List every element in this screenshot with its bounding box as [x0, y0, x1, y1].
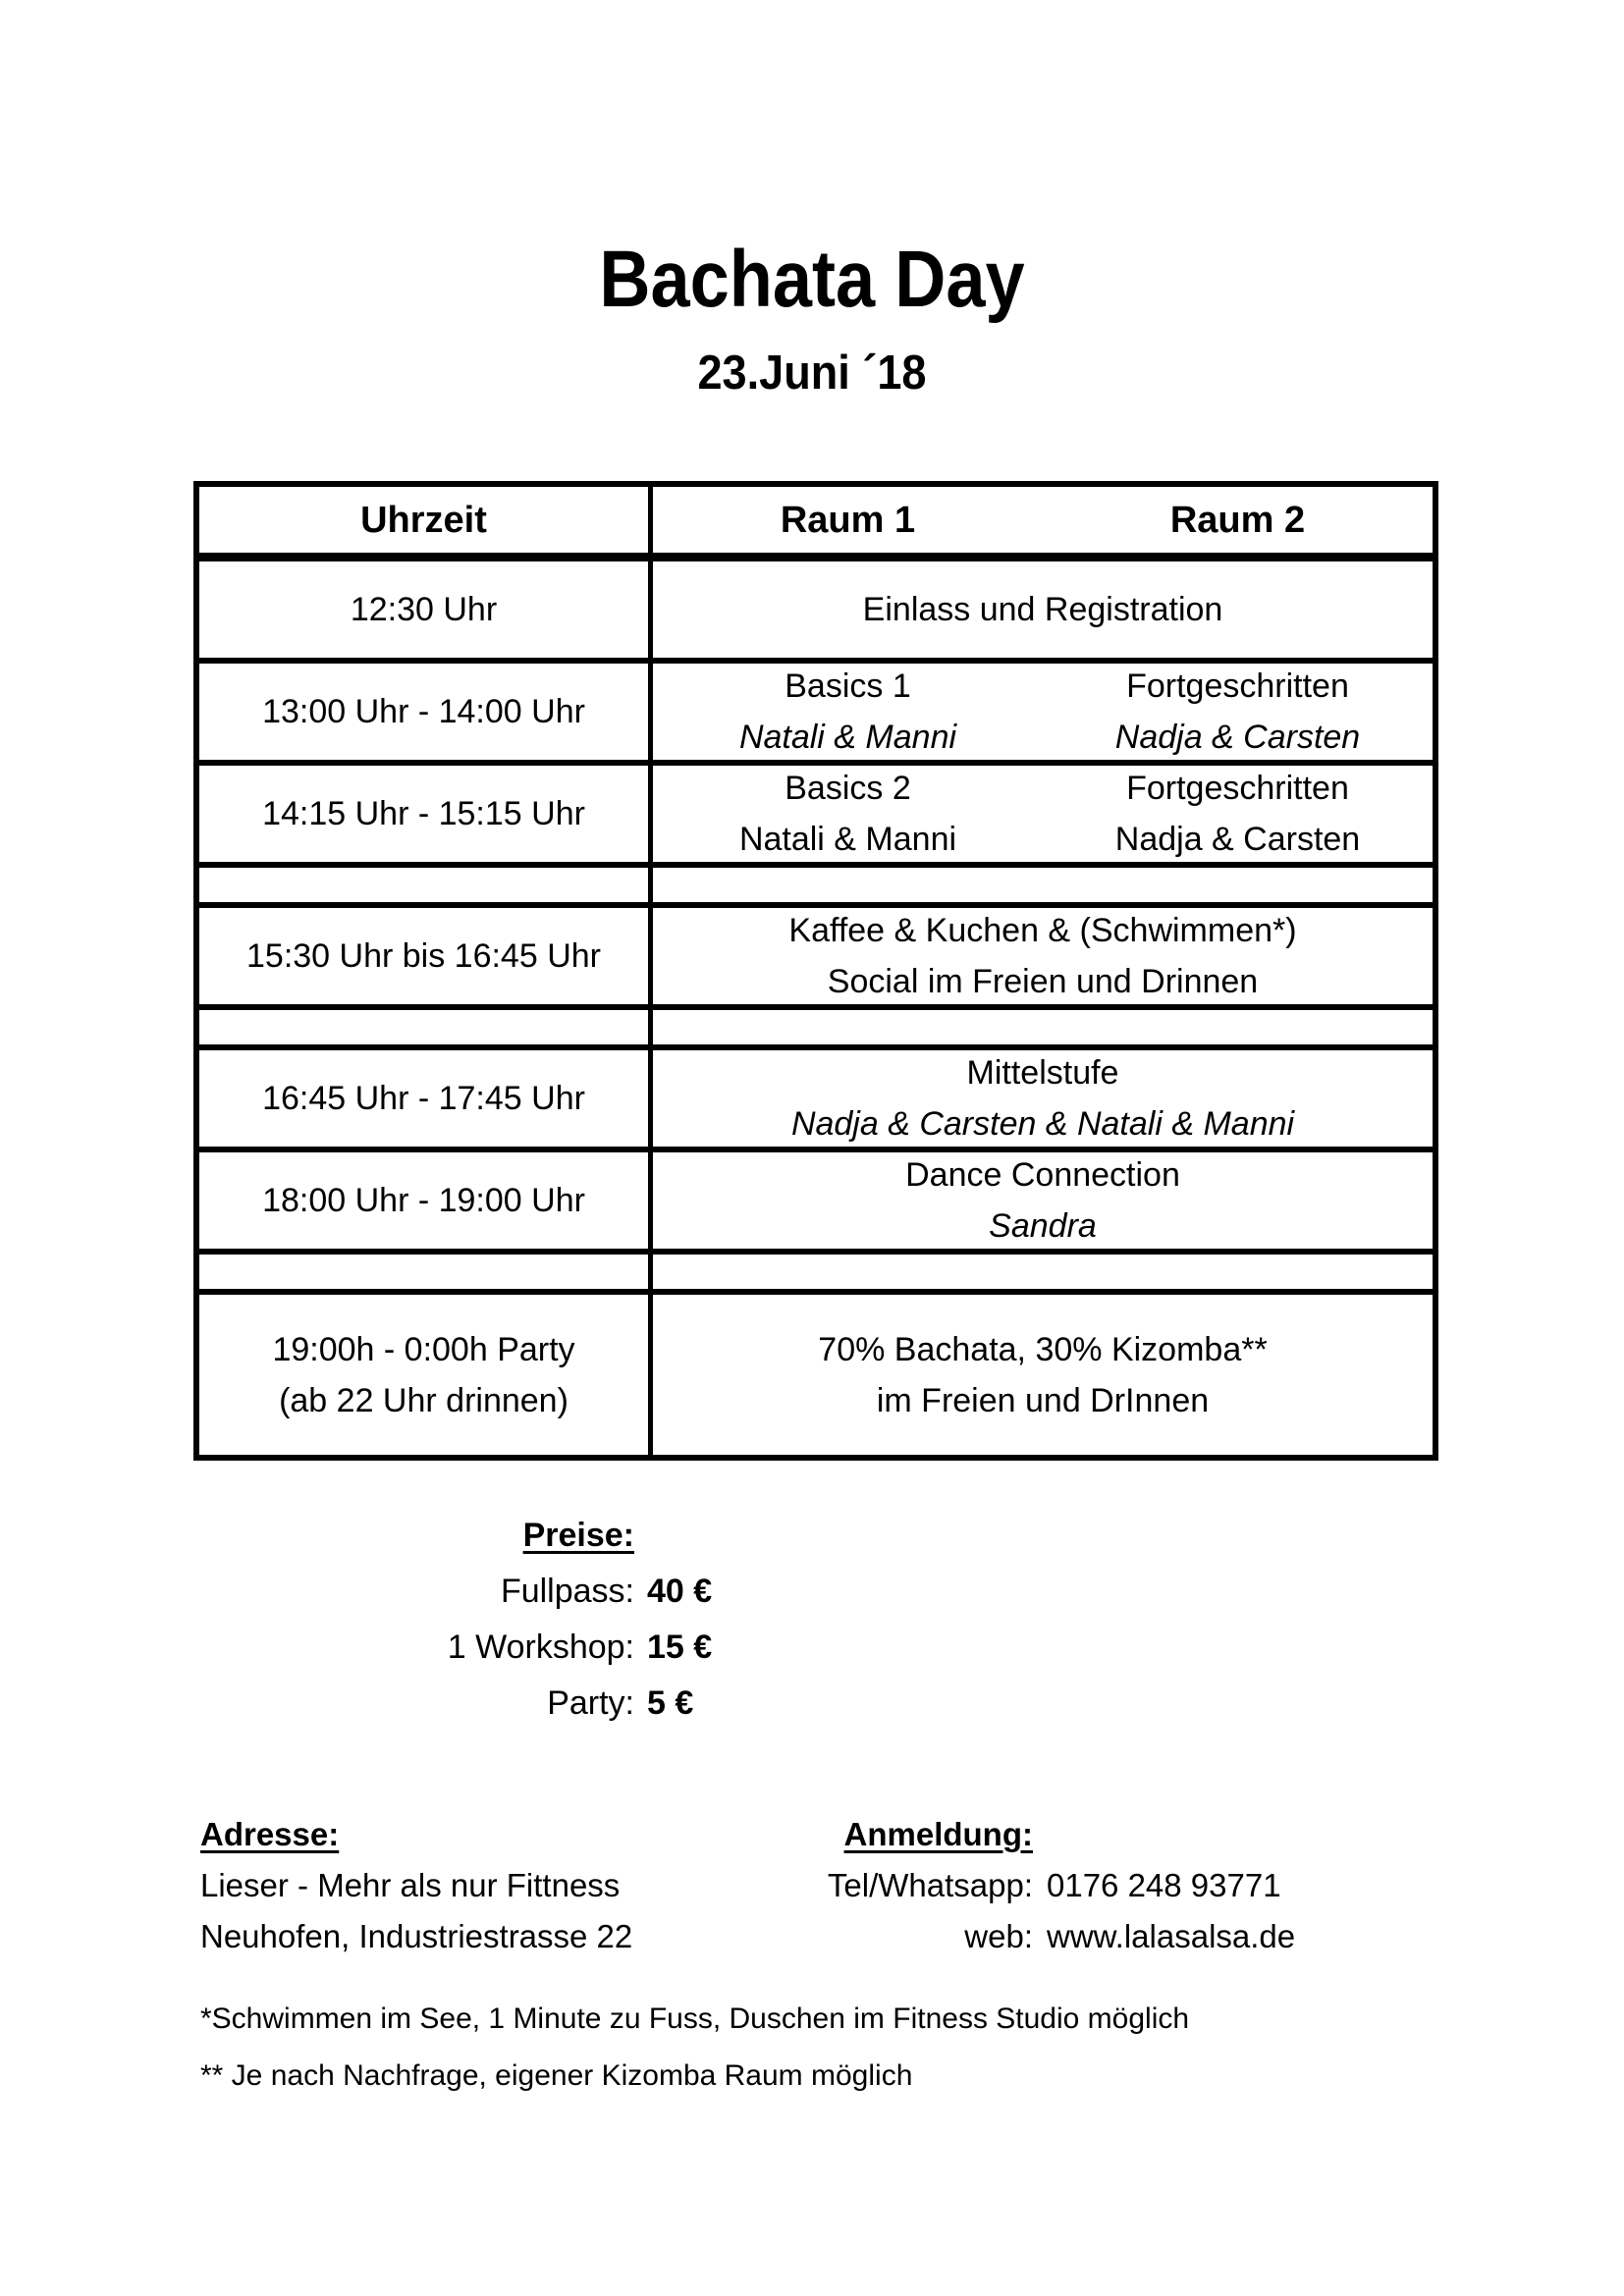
activity-subtitle: im Freien und DrInnen — [876, 1381, 1210, 1419]
price-label: 1 Workshop: — [447, 1629, 634, 1666]
schedule-row-kaffee — [199, 908, 1433, 1010]
room1-cell — [653, 766, 1043, 862]
schedule-row-party — [199, 1295, 1433, 1455]
activity-cell — [653, 868, 1433, 902]
time-label: 13:00 Uhr - 14:00 Uhr — [262, 693, 585, 730]
page-subtitle: 23.Juni ´18 — [697, 347, 927, 400]
time-cell — [199, 766, 653, 862]
time-cell — [199, 1010, 653, 1044]
instructor-name: Natali & Manni — [738, 719, 957, 756]
time-cell — [199, 1152, 653, 1249]
activity-title: Basics 2 — [785, 770, 911, 807]
registration-heading: Anmeldung: — [843, 1816, 1033, 1852]
rooms-cell — [653, 664, 1433, 760]
registration-label: Tel/Whatsapp: — [827, 1867, 1033, 1903]
registration-section — [746, 1809, 1295, 1962]
activity-cell — [653, 908, 1433, 1004]
page-title: Bachata Day — [599, 235, 1025, 324]
activity-title: Basics 1 — [785, 667, 911, 705]
instructor-name: Nadja & Carsten & Natali & Manni — [790, 1105, 1295, 1143]
activity-cell — [653, 1152, 1433, 1249]
activity-title: Einlass und Registration — [862, 591, 1223, 628]
schedule-row-einlass — [199, 561, 1433, 664]
address-heading: Adresse: — [200, 1816, 340, 1852]
time-label: 14:15 Uhr - 15:15 Uhr — [262, 795, 585, 832]
prices-heading-spacer — [647, 1518, 712, 1553]
instructor-name: Nadja & Carsten — [1114, 821, 1361, 858]
price-value: 5 € — [647, 1684, 694, 1722]
schedule-row-basics1 — [199, 664, 1433, 766]
time-cell — [199, 1255, 653, 1289]
instructor-name: Natali & Manni — [738, 821, 957, 858]
instructor-name: Sandra — [989, 1207, 1097, 1245]
schedule-spacer-row — [199, 868, 1433, 908]
activity-subtitle: Social im Freien und Drinnen — [827, 963, 1259, 1000]
header-raum-1: Raum 1 — [780, 499, 916, 541]
registration-heading-spacer — [1047, 1809, 1295, 1860]
rooms-cell — [653, 766, 1433, 862]
address-line: Lieser - Mehr als nur Fittness — [200, 1867, 621, 1903]
activity-title: Fortgeschritten — [1126, 667, 1349, 705]
time-cell — [199, 868, 653, 902]
activity-title: Dance Connection — [905, 1156, 1180, 1194]
activity-cell — [653, 561, 1433, 658]
activity-title: Mittelstufe — [966, 1054, 1119, 1092]
time-cell — [199, 1295, 653, 1455]
activity-cell — [653, 1255, 1433, 1289]
registration-website: www.lalasalsa.de — [1047, 1918, 1296, 1954]
room2-cell — [1043, 766, 1433, 862]
schedule-row-basics2 — [199, 766, 1433, 868]
time-label: 16:45 Uhr - 17:45 Uhr — [262, 1080, 585, 1117]
header-raum-2: Raum 2 — [1169, 499, 1306, 541]
time-cell — [199, 908, 653, 1004]
activity-cell — [653, 1050, 1433, 1147]
registration-phone: 0176 248 93771 — [1047, 1867, 1281, 1903]
instructor-name: Nadja & Carsten — [1114, 719, 1361, 756]
address-line: Neuhofen, Industriestrasse 22 — [200, 1918, 633, 1954]
schedule-table — [193, 481, 1438, 1461]
activity-cell — [653, 1010, 1433, 1044]
schedule-header-row — [199, 487, 1433, 561]
activity-title: Kaffee & Kuchen & (Schwimmen*) — [788, 912, 1297, 949]
time-note: (ab 22 Uhr drinnen) — [279, 1381, 568, 1419]
price-value: 40 € — [647, 1573, 713, 1610]
registration-label: web: — [964, 1918, 1033, 1954]
room2-cell — [1043, 664, 1433, 760]
activity-title: 70% Bachata, 30% Kizomba** — [818, 1330, 1268, 1368]
address-section — [200, 1809, 632, 1962]
footnote-line: *Schwimmen im See, 1 Minute zu Fuss, Duschen im Fitness Studio möglich — [200, 2002, 1190, 2035]
price-label: Fullpass: — [500, 1573, 634, 1610]
time-label: 12:30 Uhr — [350, 591, 498, 628]
room1-cell — [653, 664, 1043, 760]
price-label: Party: — [547, 1684, 634, 1722]
time-cell — [199, 664, 653, 760]
activity-cell — [653, 1295, 1433, 1455]
price-value: 15 € — [647, 1629, 713, 1666]
footnotes-section — [200, 1991, 1189, 2105]
header-rooms — [653, 487, 1433, 553]
time-cell — [199, 561, 653, 658]
time-label: 18:00 Uhr - 19:00 Uhr — [262, 1182, 585, 1219]
time-label: 19:00h - 0:00h Party — [272, 1330, 575, 1368]
time-label: 15:30 Uhr bis 16:45 Uhr — [246, 937, 601, 975]
time-cell — [199, 1050, 653, 1147]
schedule-row-dance-connection — [199, 1152, 1433, 1255]
schedule-spacer-row — [199, 1010, 1433, 1050]
header-uhrzeit: Uhrzeit — [199, 487, 653, 553]
prices-heading: Preise: — [522, 1517, 634, 1554]
prices-section — [291, 1518, 712, 1721]
activity-title: Fortgeschritten — [1126, 770, 1349, 807]
schedule-row-mittelstufe — [199, 1050, 1433, 1152]
footnote-line: ** Je nach Nachfrage, eigener Kizomba Raum möglich — [200, 2059, 913, 2092]
schedule-spacer-row — [199, 1255, 1433, 1295]
